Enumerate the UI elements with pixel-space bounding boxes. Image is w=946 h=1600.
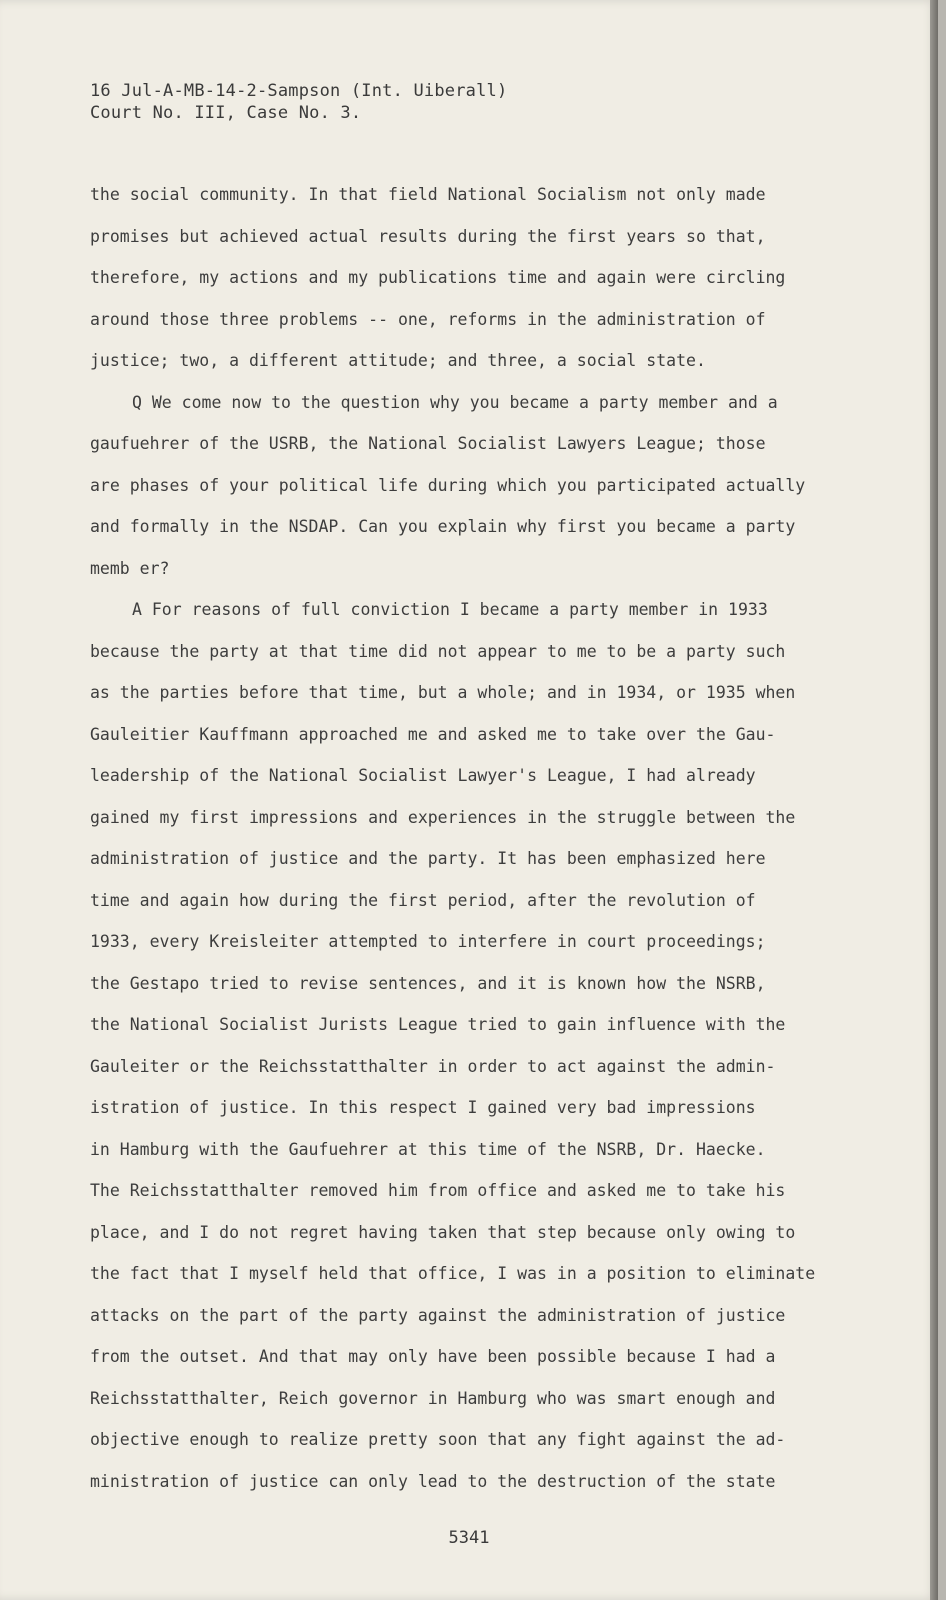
text-line: the Gestapo tried to revise sentences, and it is known how the NSRB,: [90, 973, 766, 993]
text-line: from the outset. And that may only have been possible because I had a: [90, 1347, 776, 1366]
text-line: administration of justice and the party. It has been emphasized here: [90, 849, 766, 868]
question-line: Q We come now to the question why you became a party member and a: [132, 392, 778, 412]
text-line: justice; two, a different attitude; and three, a social state.: [90, 351, 706, 370]
transcript-body: [90, 185, 850, 1513]
page-number: 5341: [448, 1528, 490, 1548]
text-line: ministration of justice can only lead to the destruction of the state: [90, 1471, 776, 1491]
text-line: Reichsstatthalter, Reich governor in Hamburg who was smart enough and: [90, 1388, 776, 1408]
text-line: leadership of the National Socialist Lawyer's League, I had already: [90, 766, 756, 785]
text-line: around those three problems -- one, reforms in the administration of: [90, 309, 766, 329]
answer-line: A For reasons of full conviction I became a party member in 1933: [132, 600, 768, 619]
text-line: because the party at that time did not appear to me to be a party such: [90, 641, 786, 661]
text-line: time and again how during the first period, after the revolution of: [90, 890, 756, 910]
text-line: the National Socialist Jurists League tried to gain influence with the: [90, 1015, 786, 1034]
text-line: therefore, my actions and my publications time and again were circling: [90, 268, 786, 287]
text-line: istration of justice. In this respect I gained very bad impressions: [90, 1098, 756, 1117]
text-line: Gauleiter or the Reichsstatthalter in order to act against the admin-: [90, 1056, 776, 1076]
text-line: memb er?: [90, 558, 170, 578]
text-line: The Reichsstatthalter removed him from office and asked me to take his: [90, 1181, 786, 1200]
text-line: and formally in the NSDAP. Can you explain why first you became a party: [90, 517, 796, 536]
text-line: objective enough to realize pretty soon that any fight against the ad-: [90, 1430, 786, 1449]
header-case-reference: 16 Jul-A-MB-14-2-Sampson (Int. Uiberall): [90, 81, 508, 101]
page-edge-shadow: [930, 0, 938, 1600]
text-line: 1933, every Kreisleiter attempted to interfere in court proceedings;: [90, 932, 766, 951]
text-line: promises but achieved actual results during the first years so that,: [90, 226, 766, 246]
text-line: the fact that I myself held that office, I was in a position to eliminate: [90, 1264, 816, 1283]
text-line: gained my first impressions and experiences in the struggle between the: [90, 807, 796, 827]
text-line: as the parties before that time, but a whole; and in 1934, or 1935 when: [90, 683, 796, 702]
text-line: the social community. In that field National Socialism not only made: [90, 185, 766, 204]
text-line: in Hamburg with the Gaufuehrer at this time of the NSRB, Dr. Haecke.: [90, 1139, 766, 1159]
text-line: gaufuehrer of the USRB, the National Socialist Lawyers League; those: [90, 434, 766, 453]
text-line: Gauleitier Kauffmann approached me and asked me to take over the Gau-: [90, 724, 776, 744]
header-court-reference: Court No. III, Case No. 3.: [90, 103, 362, 123]
text-line: attacks on the part of the party against the administration of justice: [90, 1305, 786, 1325]
text-line: are phases of your political life during which you participated actually: [90, 475, 806, 495]
text-line: place, and I do not regret having taken that step because only owing to: [90, 1222, 796, 1242]
document-header: [90, 80, 507, 124]
